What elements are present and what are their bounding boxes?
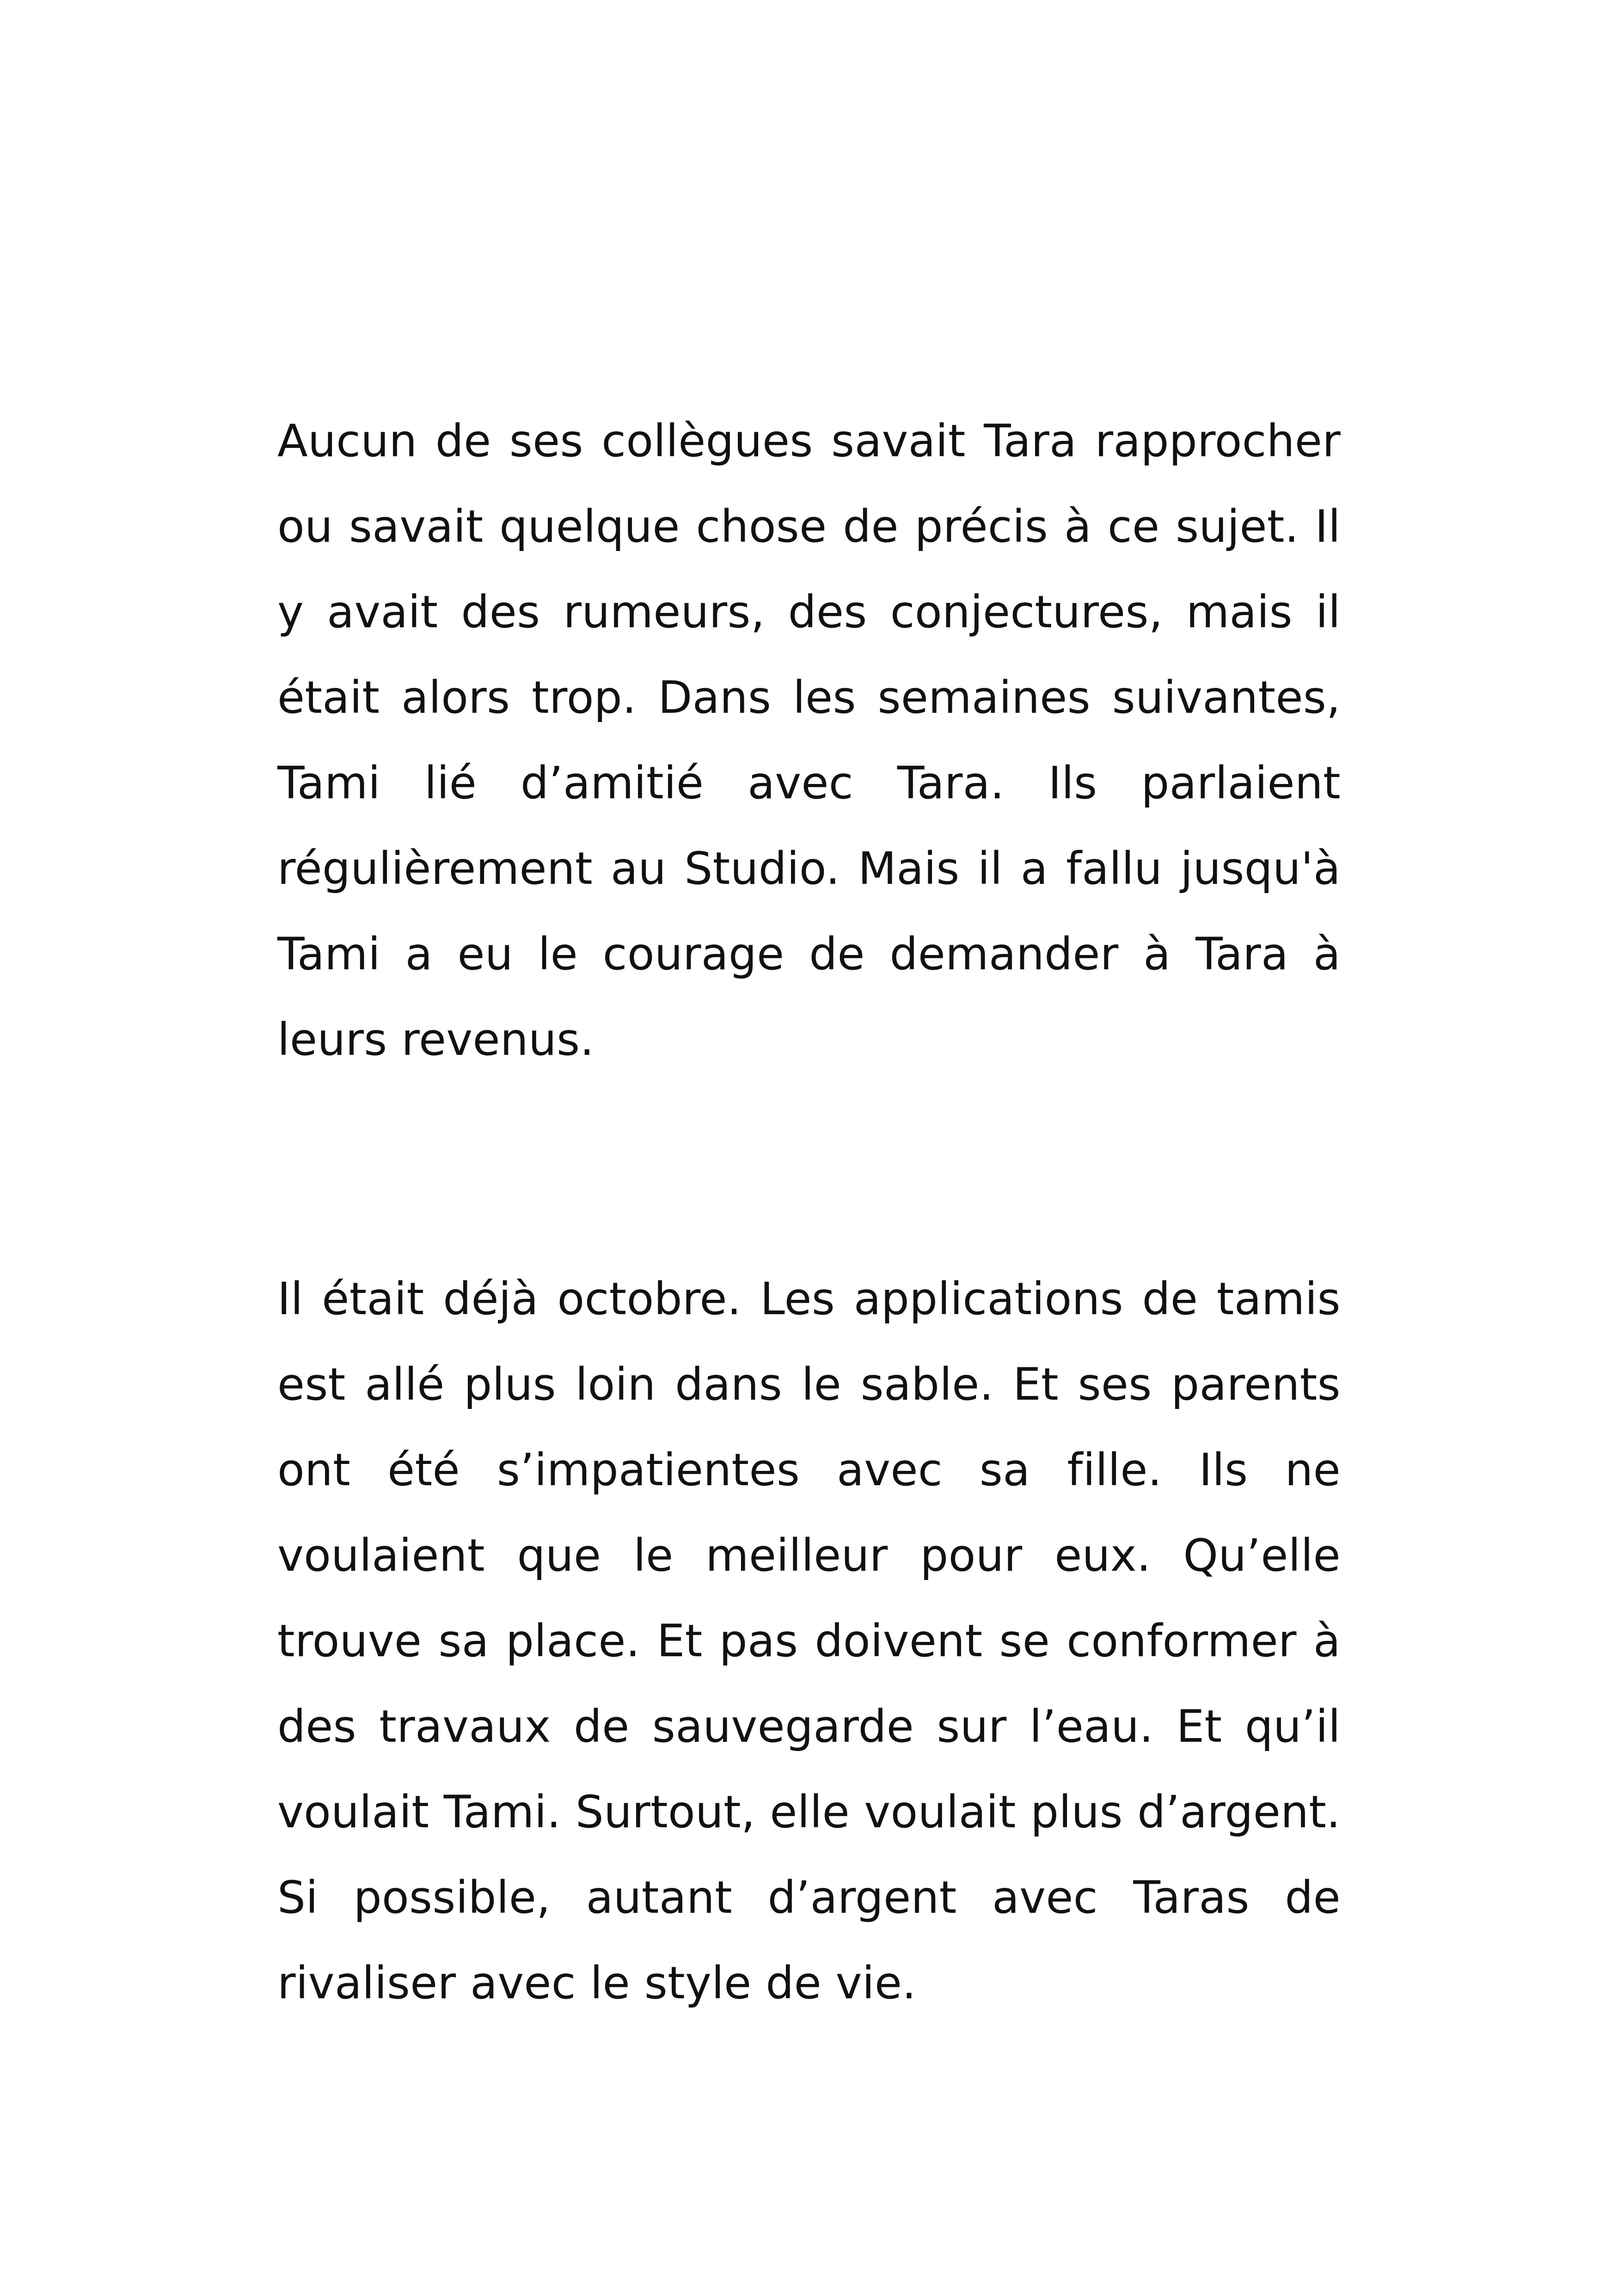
paragraph-1: Aucun de ses collègues savait Tara rapprocher ou savait quelque chose de précis à ce sujet. Il y avait des rumeurs, des conjectures, mais il était alors trop. Dans les semaines suivantes, Tami lié d’amitié avec Tara. Ils parlaient régulièrement au Studio. Mais il a fallu jusqu'à Tami a eu le courage de demander à Tara à leurs revenus.	[277, 415, 1341, 1065]
paragraph-2: Il était déjà octobre. Les applications de tamis est allé plus loin dans le sable. Et ses parents ont été s’impatientes avec sa fille. Ils ne voulaient que le meilleur pour eux. Qu’elle trouve sa place. Et pas doivent se conformer à des travaux de sauvegarde sur l’eau. Et qu’il voulait Tami. Surtout, elle voulait plus d’argent. Si possible, autant d’argent avec Taras de rivaliser avec le style de vie.	[277, 1273, 1341, 2009]
